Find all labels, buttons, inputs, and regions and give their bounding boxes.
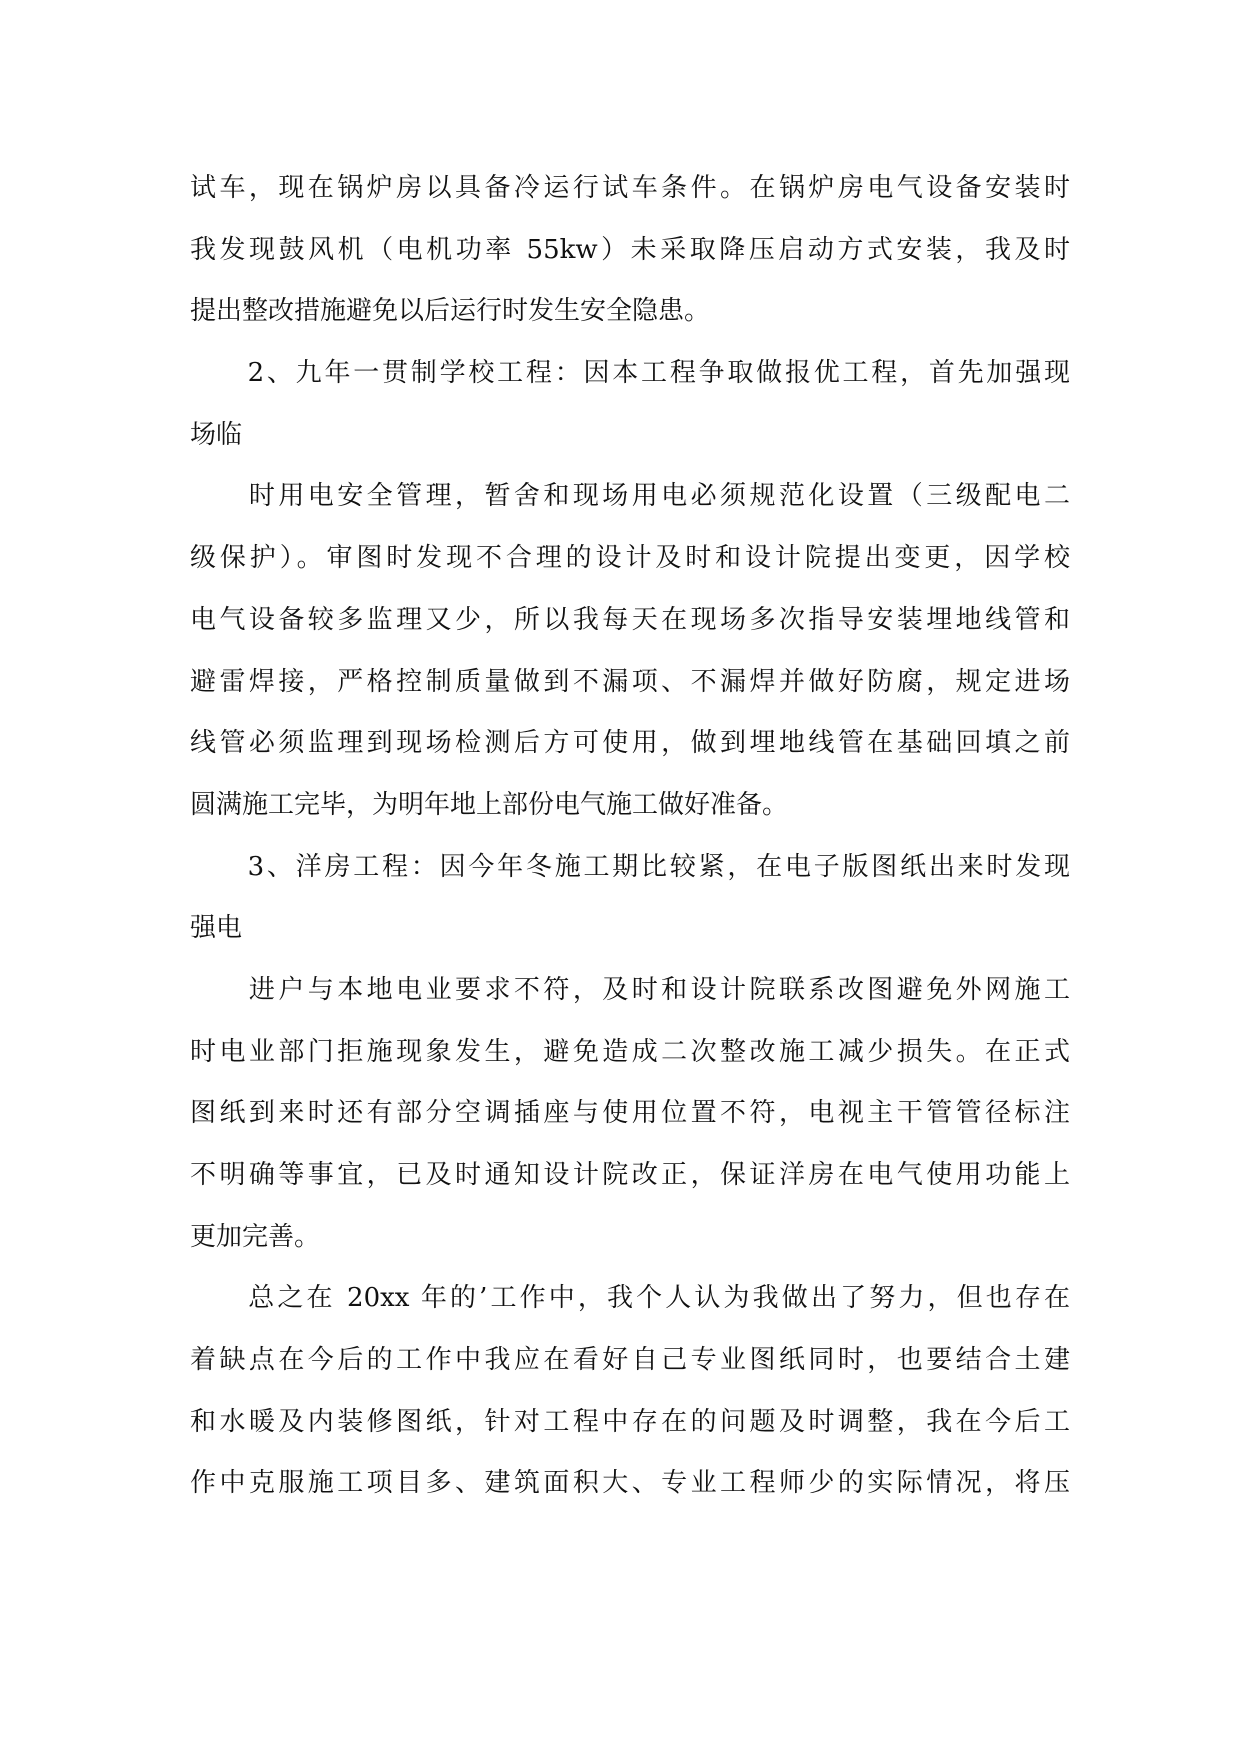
text-line: 场临 <box>190 419 243 450</box>
text-line: 图纸到来时还有部分空调插座与使用位置不符，电视主干管管径标注 <box>190 1098 1070 1129</box>
text-line: 圆满施工完毕，为明年地上部份电气施工做好准备。 <box>190 789 789 820</box>
text-line: 试车，现在锅炉房以具备冷运行试车条件。在锅炉房电气设备安装时 <box>190 173 1070 203</box>
text-line: 更加完善。 <box>190 1221 321 1252</box>
text-line: 进户与本地电业要求不符，及时和设计院联系改图避免外网施工 <box>190 974 1070 1005</box>
text-line: 2、九年一贯制学校工程：因本工程争取做报优工程，首先加强现 <box>190 358 1070 389</box>
text-line: 线管必须监理到现场检测后方可使用，做到埋地线管在基础回填之前 <box>190 728 1070 759</box>
text-line: 3、洋房工程：因今年冬施工期比较紧，在电子版图纸出来时发现 <box>190 851 1070 882</box>
text-line: 强电 <box>190 913 243 944</box>
text-line: 提出整改措施避免以后运行时发生安全隐患。 <box>190 296 711 327</box>
paragraph <box>190 343 1070 466</box>
text-line: 电气设备较多监理又少，所以我每天在现场多次指导安装埋地线管和 <box>190 604 1070 635</box>
paragraph <box>190 960 1070 1268</box>
text-line: 我发现鼓风机（电机功率 55kw）未采取降压启动方式安装，我及时 <box>190 234 1070 265</box>
text-line: 着缺点在今后的工作中我应在看好自己专业图纸同时，也要结合土建 <box>190 1345 1070 1376</box>
text-line: 避雷焊接，严格控制质量做到不漏项、不漏焊并做好防腐，规定进场 <box>190 666 1070 697</box>
text-line: 总之在 20xx 年的’工作中，我个人认为我做出了努力，但也存在 <box>190 1283 1070 1314</box>
text-line: 时电业部门拒施现象发生，避免造成二次整改施工减少损失。在正式 <box>190 1036 1070 1067</box>
text-line: 不明确等事宜，已及时通知设计院改正，保证洋房在电气使用功能上 <box>190 1160 1070 1190</box>
text-line: 级保护）。审图时发现不合理的设计及时和设计院提出变更，因学校 <box>190 543 1070 574</box>
text-line: 时用电安全管理，暂舍和现场用电必须规范化设置（三级配电二 <box>190 481 1070 512</box>
text-line: 作中克服施工项目多、建筑面积大、专业工程师少的实际情况，将压 <box>190 1468 1070 1499</box>
paragraph <box>190 466 1070 836</box>
body-text <box>190 158 1070 1515</box>
paragraph <box>190 837 1070 960</box>
paragraph <box>190 158 1070 343</box>
text-line: 和水暖及内装修图纸，针对工程中存在的问题及时调整，我在今后工 <box>190 1406 1070 1437</box>
paragraph <box>190 1268 1070 1515</box>
